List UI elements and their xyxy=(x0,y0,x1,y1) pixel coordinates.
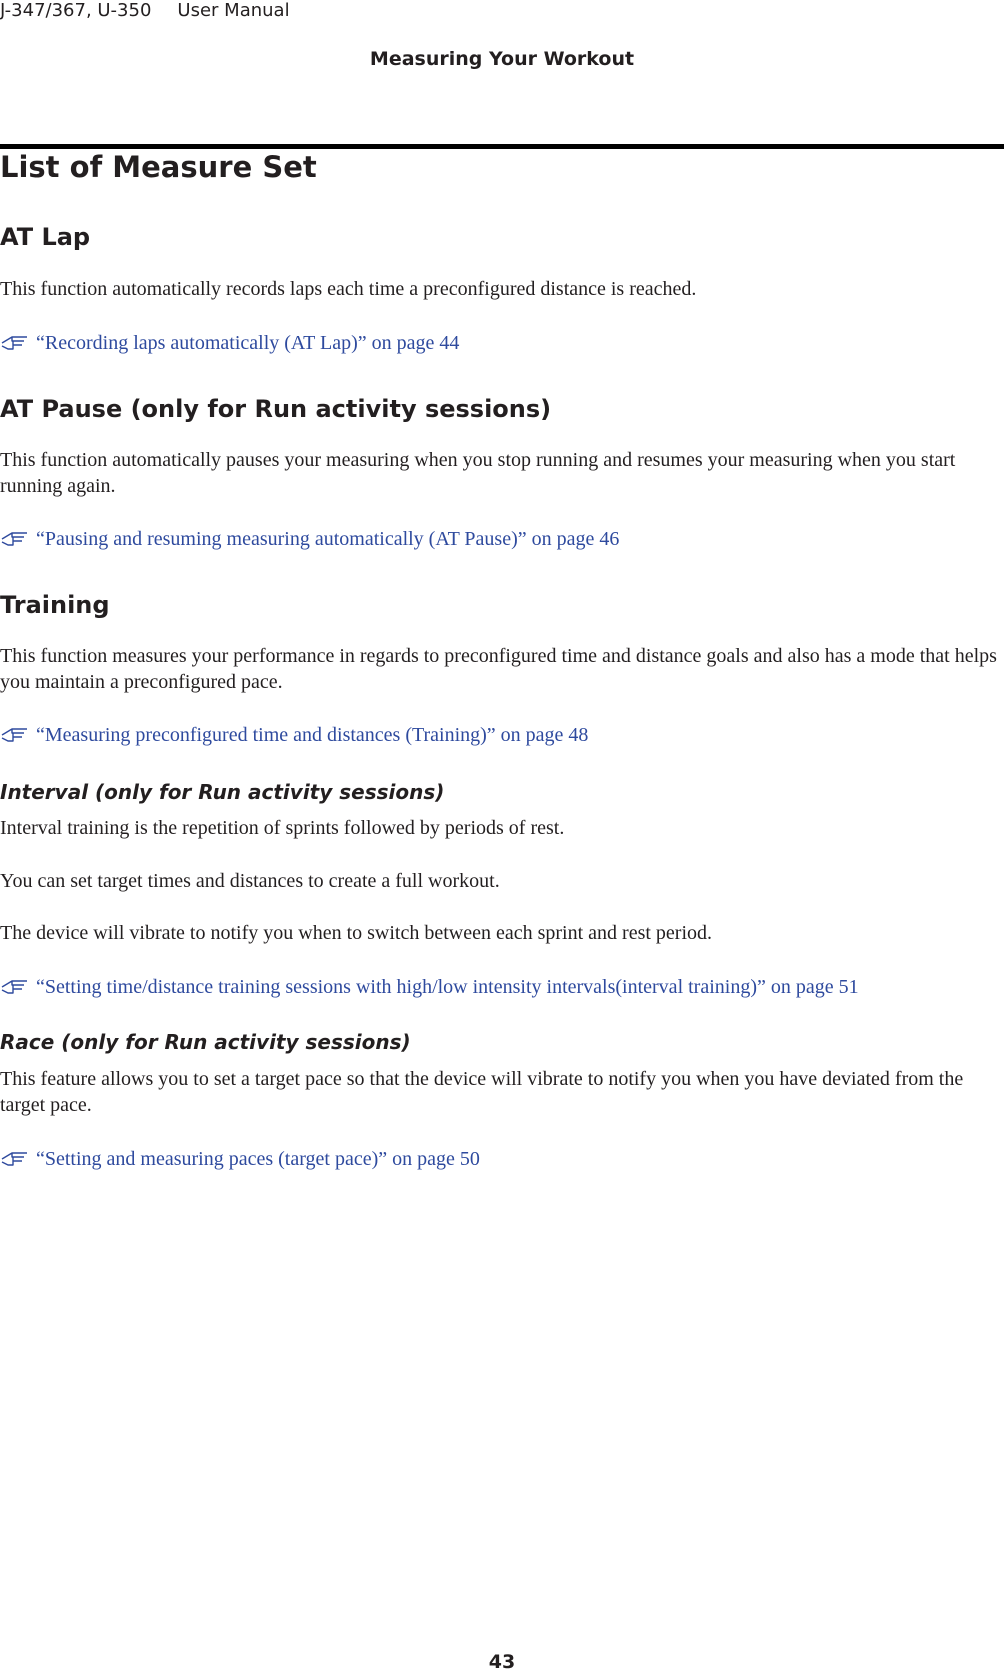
header-model: J-347/367, U-350 xyxy=(0,0,152,21)
body-at-lap: This function automatically records laps each time a preconfigured distance is reached. xyxy=(0,278,697,300)
heading-interval: Interval (only for Run activity sessions) xyxy=(0,780,445,804)
pointing-hand-icon xyxy=(0,334,36,352)
xref-at-pause[interactable] xyxy=(0,527,619,551)
body-interval-2: You can set target times and distances to create a full workout. xyxy=(0,870,500,892)
xref-training-text[interactable]: “Measuring preconfigured time and distances (Training)” on page 48 xyxy=(36,723,589,746)
page-number: 43 xyxy=(488,1651,516,1673)
pointing-hand-icon xyxy=(0,1150,36,1168)
xref-at-lap[interactable] xyxy=(0,331,459,355)
xref-race-text[interactable]: “Setting and measuring paces (target pace)” on page 50 xyxy=(36,1147,480,1170)
heading-training: Training xyxy=(0,591,110,619)
pointing-hand-icon xyxy=(0,530,36,548)
section-rule xyxy=(0,144,1004,149)
xref-race[interactable] xyxy=(0,1147,480,1171)
section-title: List of Measure Set xyxy=(0,150,317,184)
heading-at-lap: AT Lap xyxy=(0,223,91,251)
heading-at-pause: AT Pause (only for Run activity sessions) xyxy=(0,395,552,423)
heading-race: Race (only for Run activity sessions) xyxy=(0,1030,411,1054)
running-header xyxy=(0,0,290,21)
pointing-hand-icon xyxy=(0,726,36,744)
xref-interval[interactable] xyxy=(0,975,859,999)
xref-interval-text[interactable]: “Setting time/distance training sessions with high/low intensity intervals(interval training)” on page 51 xyxy=(36,975,859,998)
xref-at-lap-text[interactable]: “Recording laps automatically (AT Lap)” on page 44 xyxy=(36,331,460,354)
xref-training[interactable] xyxy=(0,723,588,747)
running-title: Measuring Your Workout xyxy=(369,48,635,70)
body-training: This function measures your performance in regards to preconfigured time and distance goals and also has a mode that helps you maintain a preconfigured pace. xyxy=(0,645,997,693)
header-manual: User Manual xyxy=(177,0,290,21)
body-interval-1: Interval training is the repetition of sprints followed by periods of rest. xyxy=(0,817,565,839)
body-race: This feature allows you to set a target pace so that the device will vibrate to notify you when you have deviated from the target pace. xyxy=(0,1068,964,1116)
pointing-hand-icon xyxy=(0,978,36,996)
body-at-pause: This function automatically pauses your measuring when you stop running and resumes your measuring when you start running again. xyxy=(0,449,956,497)
body-interval-3: The device will vibrate to notify you when to switch between each sprint and rest period. xyxy=(0,922,713,944)
xref-at-pause-text[interactable]: “Pausing and resuming measuring automatically (AT Pause)” on page 46 xyxy=(36,527,620,550)
